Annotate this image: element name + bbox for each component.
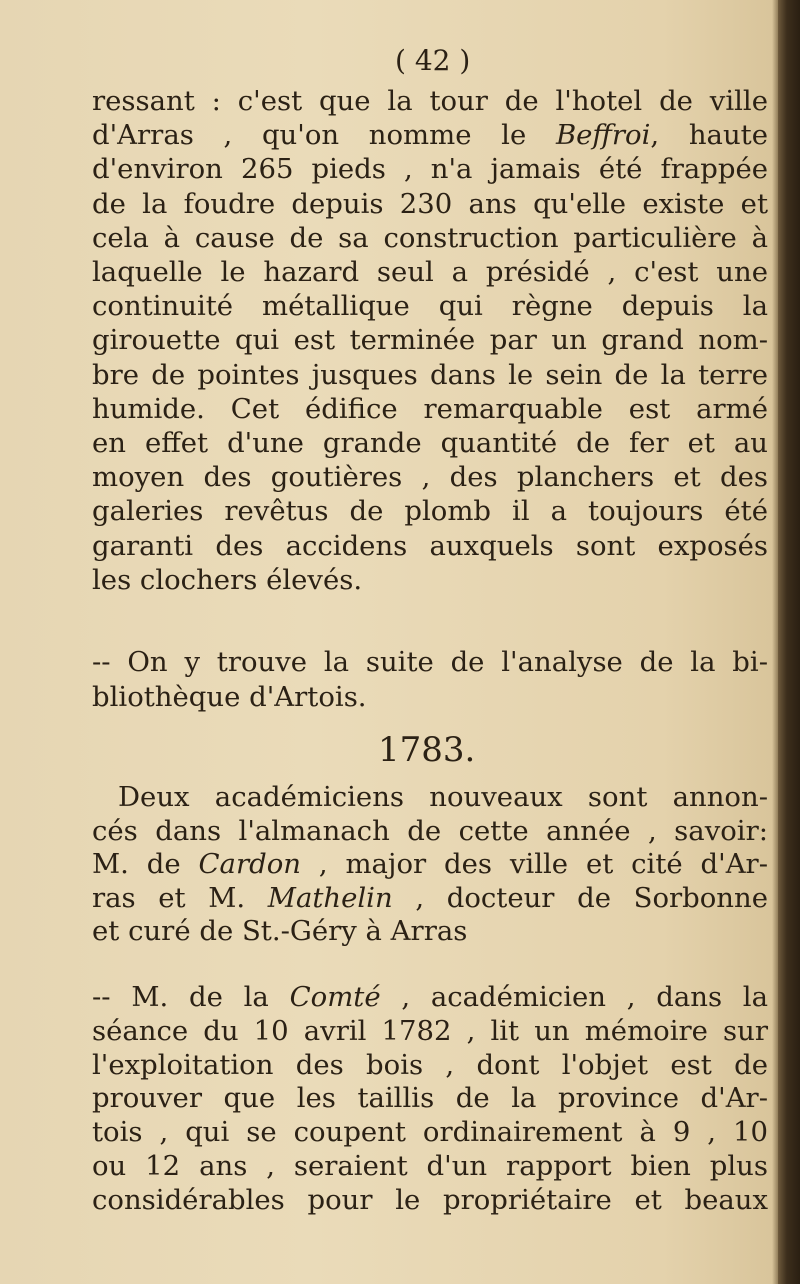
paragraph2-line: bliothèque d'Artois. (92, 681, 367, 713)
paragraph4-line: prouver que les taillis de la province d'Ar- (92, 1082, 768, 1115)
paragraph1-line: ressant : c'est que la tour de l'hotel de ville (92, 85, 768, 117)
paragraph1-line: d'Arras , qu'on nomme le Beffroi, haute (92, 119, 768, 152)
paragraph1-line: cela à cause de sa construction particulière à (92, 221, 768, 254)
paragraph3-line: cés dans l'almanach de cette année , savoir: (92, 814, 768, 847)
paragraph4-line: séance du 10 avril 1782 , lit un mémoire sur (92, 1014, 768, 1047)
paragraph1-line: de la foudre depuis 230 ans qu'elle existe et (92, 187, 768, 220)
paragraph3-line: et curé de St.-Géry à Arras (92, 915, 468, 947)
paragraph1-line: galeries revêtus de plomb il a toujours été (92, 495, 768, 528)
paragraph1-line: humide. Cet édifice remarquable est armé (92, 392, 768, 425)
book-spine (778, 0, 800, 1284)
paragraph1-line: d'environ 265 pieds , n'a jamais été frappée (92, 153, 768, 186)
italic-name: Beffroi (555, 119, 651, 152)
page-number: ( 42 ) (395, 44, 471, 77)
paragraph4-line: tois , qui se coupent ordinairement à 9 , 10 (92, 1116, 768, 1149)
paragraph1-line: en effet d'une grande quantité de fer et au (92, 427, 768, 459)
paragraph2-line: -- On y trouve la suite de l'analyse de la bi- (92, 646, 768, 678)
year-heading: 1783. (378, 730, 476, 770)
paragraph4-line: considérables pour le propriétaire et beaux (92, 1183, 768, 1216)
paragraph3-line: Deux académiciens nouveaux sont annon- (118, 781, 768, 813)
paragraph1-line: garanti des accidens auxquels sont exposés (92, 529, 768, 562)
paragraph3-line: ras et M. Mathelin , docteur de Sorbonne (92, 881, 769, 914)
paragraph1-line: moyen des goutières , des planchers et des (92, 461, 768, 494)
paragraph1-line: bre de pointes jusques dans le sein de la terre (92, 358, 768, 391)
paragraph1-line: laquelle le hazard seul a présidé , c'est une (92, 256, 768, 288)
italic-name: Mathelin (267, 881, 393, 914)
paragraph1-line: les clochers élevés. (92, 563, 363, 596)
paragraph1-line: continuité métallique qui règne depuis la (92, 290, 768, 323)
italic-name: Comté (289, 981, 381, 1013)
paragraph4-line: ou 12 ans , seraient d'un rapport bien plus (92, 1150, 768, 1182)
italic-name: Cardon (198, 848, 301, 880)
paragraph4-line: l'exploitation des bois , dont l'objet est de (92, 1048, 768, 1081)
paragraph3-line: M. de Cardon , major des ville et cité d'Ar- (92, 848, 768, 880)
paragraph4-line: -- M. de la Comté , académicien , dans la (92, 981, 768, 1013)
paragraph1-line: girouette qui est terminée par un grand nom- (92, 324, 768, 357)
